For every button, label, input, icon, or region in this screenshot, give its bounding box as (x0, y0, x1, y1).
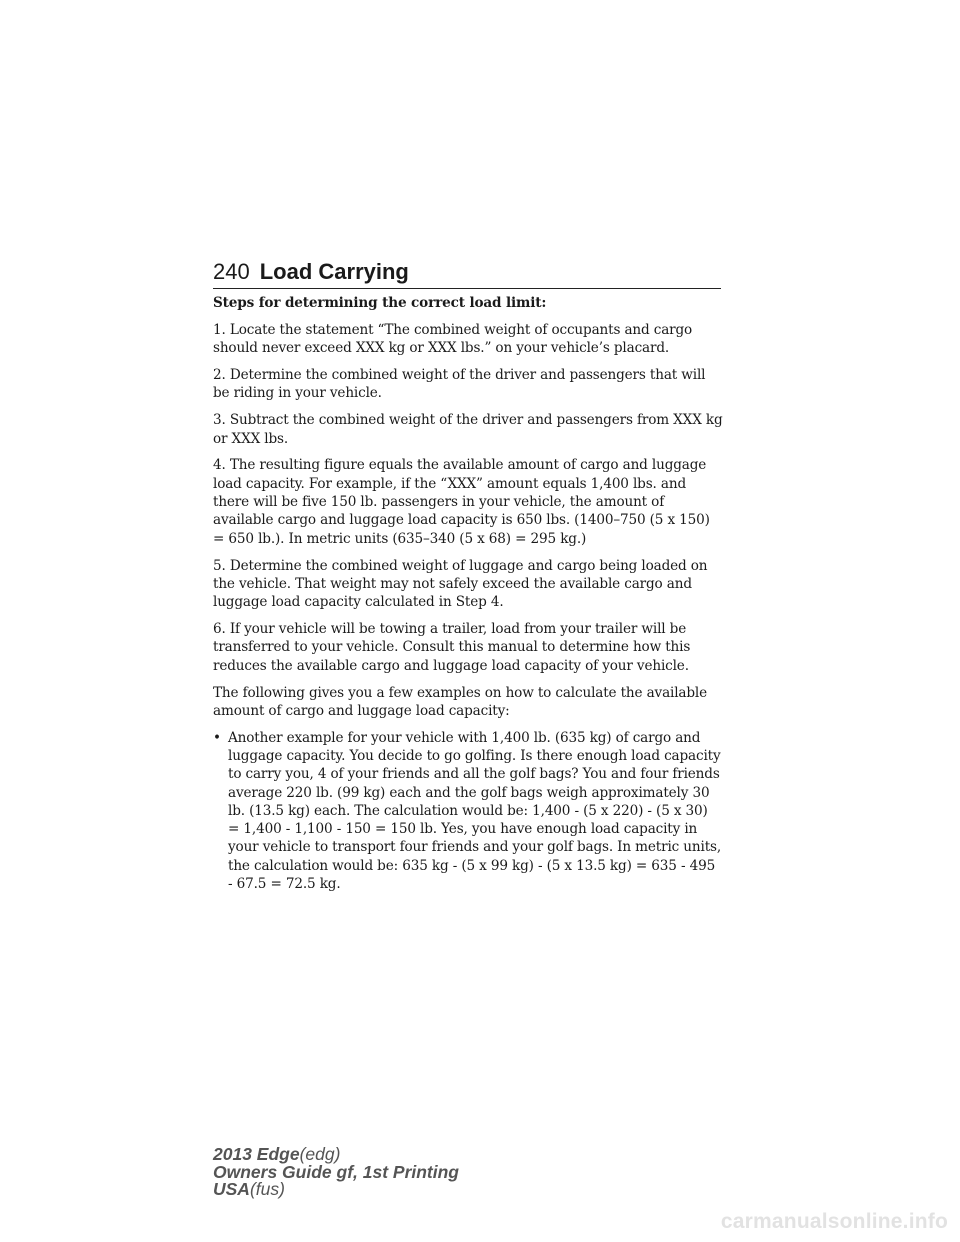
examples-intro: The following gives you a few examples on how to calculate the available amount of cargo and luggage load capacity: (213, 684, 708, 719)
footer-region-code: (fus) (249, 1179, 285, 1199)
footer-region: USA (213, 1179, 250, 1199)
footer-model-code: (edg) (299, 1144, 341, 1164)
footer-guide: Owners Guide gf, 1st Printing (213, 1161, 459, 1182)
page-footer (213, 1146, 459, 1199)
section-title: Load Carrying (259, 259, 409, 284)
steps-heading: Steps for determining the correct load limit: (213, 295, 547, 311)
step-2: 2. Determine the combined weight of the driver and passengers that will be riding in your vehicle. (213, 367, 706, 402)
page-header (213, 258, 721, 289)
step-1: 1. Locate the statement “The combined weight of occupants and cargo should never exceed XXX kg or XXX lbs.” on your vehicle’s placard. (213, 321, 693, 357)
step-6: 6. If your vehicle will be towing a trailer, load from your trailer will be transferred to your vehicle. Consult this manual to determine how this reduces the available cargo and luggage load capacity of your vehicle. (213, 621, 691, 674)
example-text: Another example for your vehicle with 1,400 lb. (635 kg) of cargo and luggage capacity. You decide to go golfing. Is there enough load capacity to carry you, 4 of your friends and all the golf bags? You and four friends average 220 lb. (99 kg) each and the golf bags weigh approximately 30 lb. (13.5 kg) each. The calculation would be: 1,400 - (5 x 220) - (5 x 30) = 1,400 - 1,100 - 150 = 150 lb. Yes, you have enough load capacity in your vehicle to transport four friends and your golf bags. In metric units, the calculation would be: 635 kg - (5 x 99 kg) - (5 x 13.5 kg) = 635 - 495 - 67.5 = 72.5 kg. (228, 729, 722, 893)
bullet-icon: • (213, 729, 221, 746)
footer-model: 2013 Edge (213, 1144, 300, 1164)
example-bullet (213, 729, 723, 894)
step-4: 4. The resulting figure equals the available amount of cargo and luggage load capacity. For example, if the “XXX” amount equals 1,400 lbs. and there will be five 150 lb. passengers in your vehicle, the amount of available cargo and luggage load capacity is 650 lbs. (1400–750 (5 x 150) = 650 lb.). In metric units (635–340 (5 x 68) = 295 kg.) (213, 457, 710, 547)
watermark-text: carmanualsonline.info (720, 1210, 948, 1233)
step-5: 5. Determine the combined weight of luggage and cargo being loaded on the vehicle. That weight may not safely exceed the available cargo and luggage load capacity calculated in Step 4. (213, 557, 708, 611)
step-3: 3. Subtract the combined weight of the driver and passengers from XXX kg or XXX lbs. (213, 412, 723, 447)
footer-region-line (213, 1181, 459, 1199)
page-number: 240 (213, 259, 250, 284)
body-content (213, 294, 723, 893)
